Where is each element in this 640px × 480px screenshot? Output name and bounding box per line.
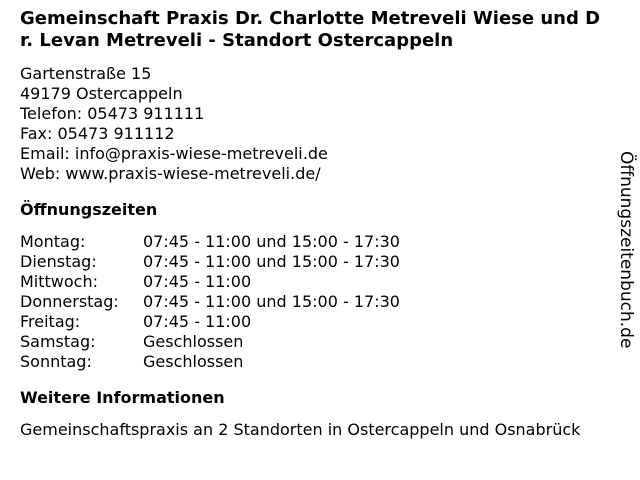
opening-hours-heading: Öffnungszeiten xyxy=(20,200,158,219)
address-block xyxy=(20,64,610,184)
day-label: Sonntag: xyxy=(20,352,92,371)
day-label: Mittwoch: xyxy=(20,272,98,291)
day-label: Montag: xyxy=(20,232,86,251)
day-label: Samstag: xyxy=(20,332,96,351)
opening-hours-table xyxy=(20,232,610,372)
hours-row xyxy=(20,232,610,252)
email-line: Email: info@praxis-wiese-metreveli.de xyxy=(20,144,328,163)
street-line: Gartenstraße 15 xyxy=(20,64,152,83)
practice-card xyxy=(20,8,610,440)
hours-value: Geschlossen xyxy=(143,332,244,351)
hours-value: 07:45 - 11:00 xyxy=(143,312,252,331)
day-label: Donnerstag: xyxy=(20,292,119,311)
hours-value: 07:45 - 11:00 und 15:00 - 17:30 xyxy=(143,292,400,311)
watermark-container xyxy=(612,135,640,365)
page-title: Gemeinschaft Praxis Dr. Charlotte Metreveli Wiese und Dr. Levan Metreveli - Standort Ostercappeln xyxy=(20,8,601,51)
hours-value: 07:45 - 11:00 und 15:00 - 17:30 xyxy=(143,232,400,251)
web-line: Web: www.praxis-wiese-metreveli.de/ xyxy=(20,164,321,183)
hours-value: Geschlossen xyxy=(143,352,244,371)
day-label: Dienstag: xyxy=(20,252,97,271)
hours-row xyxy=(20,252,610,272)
hours-row xyxy=(20,312,610,332)
day-label: Freitag: xyxy=(20,312,81,331)
hours-row xyxy=(20,272,610,292)
site-watermark: Öffnungszeitenbuch.de xyxy=(616,151,636,349)
hours-row xyxy=(20,352,610,372)
fax-line: Fax: 05473 911112 xyxy=(20,124,175,143)
phone-line: Telefon: 05473 911111 xyxy=(20,104,205,123)
more-info-heading: Weitere Informationen xyxy=(20,388,225,407)
hours-row xyxy=(20,332,610,352)
hours-value: 07:45 - 11:00 xyxy=(143,272,252,291)
city-line: 49179 Ostercappeln xyxy=(20,84,183,103)
more-info-text: Gemeinschaftspraxis an 2 Standorten in Ostercappeln und Osnabrück xyxy=(20,420,581,439)
hours-value: 07:45 - 11:00 und 15:00 - 17:30 xyxy=(143,252,400,271)
hours-row xyxy=(20,292,610,312)
